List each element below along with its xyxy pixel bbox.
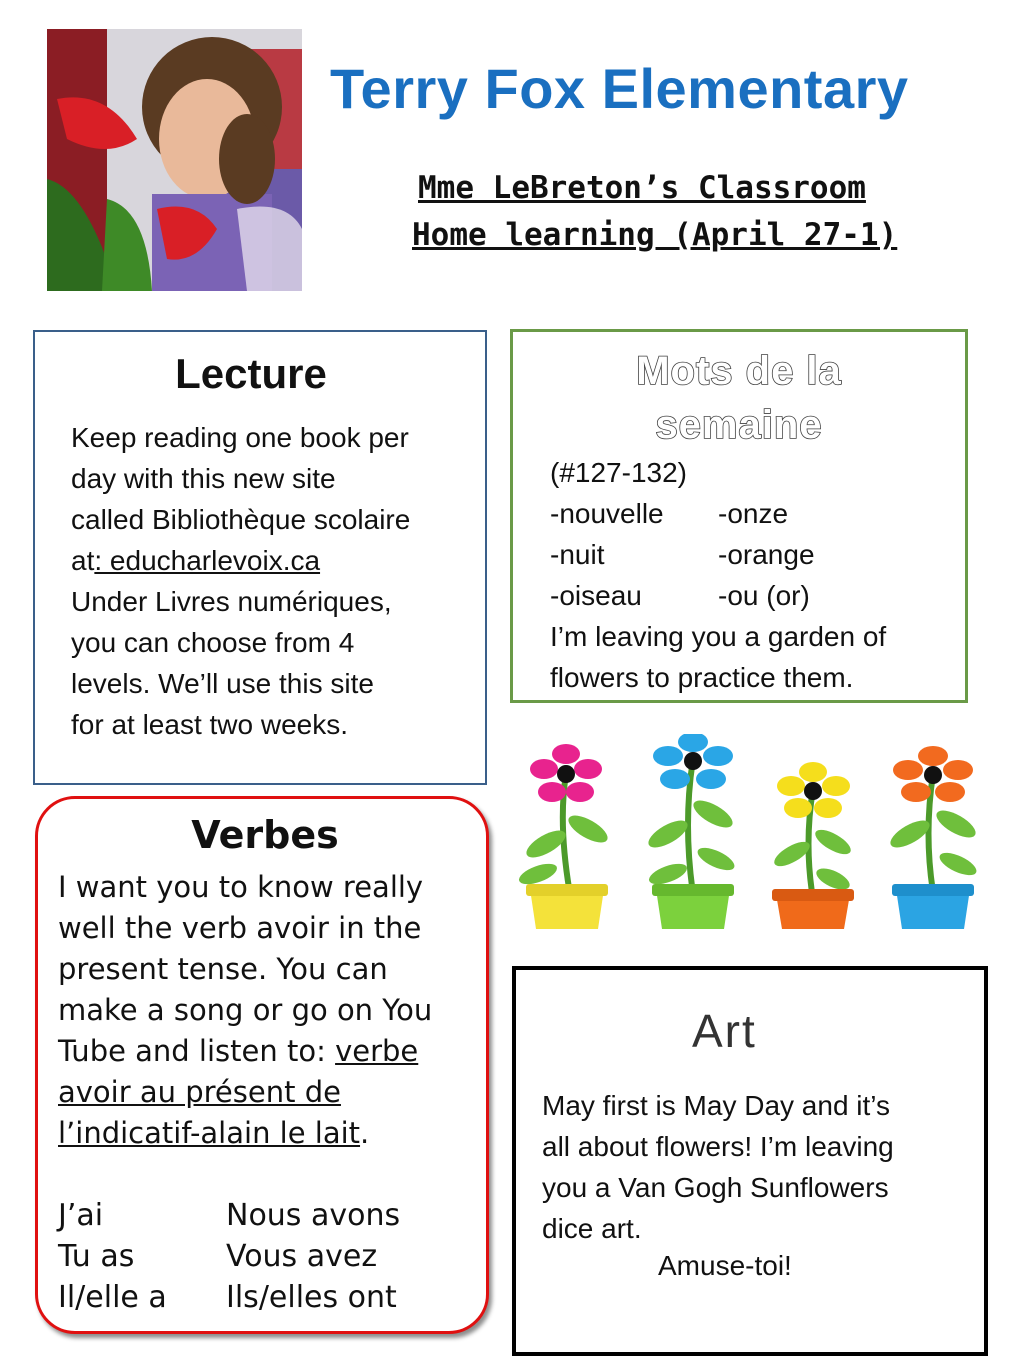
conjugation-row [58, 1277, 478, 1318]
conjugation-plural: Vous avez [226, 1239, 378, 1274]
lecture-title: Lecture [175, 350, 327, 397]
teacher-photo-image [47, 29, 302, 291]
mots-note: I’m leaving you a garden of [550, 621, 887, 652]
flower-pot-blue-icon [644, 734, 737, 929]
lecture-line: for at least two weeks. [71, 709, 349, 740]
mots-range: (#127-132) [550, 457, 687, 488]
verbe-avoir-link[interactable]: verbe [335, 1034, 419, 1068]
verbes-text [58, 867, 478, 1154]
conjugation-singular: J’ai [58, 1198, 104, 1233]
home-learning-subtitle: Home learning (April 27-1) [412, 217, 898, 253]
art-line: you a Van Gogh Sunflowers [542, 1172, 889, 1203]
flower-pot-orange-icon [886, 746, 979, 929]
mots-title-line: semaine [655, 403, 823, 447]
mots-note: flowers to practice them. [550, 662, 854, 693]
verbes-line: present tense. You can [58, 952, 388, 986]
art-line: dice art. [542, 1213, 642, 1244]
verbes-line-prefix: Tube and listen to: [58, 1034, 336, 1068]
art-line: May first is May Day and it’s [542, 1090, 891, 1121]
art-box [512, 966, 988, 1356]
verbes-line [58, 1072, 478, 1113]
flower-pots-illustration [508, 734, 988, 934]
verbe-avoir-link[interactable]: avoir au présent de [58, 1075, 341, 1109]
verbes-line: make a song or go on You [58, 993, 433, 1027]
mots-box [510, 329, 968, 703]
word: -nuit [550, 539, 605, 570]
lecture-at: at [71, 545, 95, 576]
flower-pot-yellow-icon [771, 762, 855, 929]
verbes-title: Verbes [191, 813, 339, 857]
conjugation-plural: Ils/elles ont [226, 1280, 397, 1315]
lecture-line: Keep reading one book per [71, 422, 409, 453]
classroom-subtitle: Mme LeBreton’s Classroom [418, 170, 866, 206]
lecture-line: you can choose from 4 [71, 627, 355, 658]
lecture-line [71, 540, 481, 581]
lecture-box [33, 330, 487, 785]
verbes-line [58, 1113, 478, 1154]
word: -nouvelle [550, 498, 664, 529]
educharlevoix-link[interactable]: : educharlevoix.ca [94, 545, 321, 576]
mots-title [513, 344, 965, 452]
teacher-photo [47, 29, 302, 291]
lecture-line: levels. We’ll use this site [71, 668, 374, 699]
conjugation-row [58, 1236, 478, 1277]
verbes-line: well the verb avoir in the [58, 911, 422, 945]
conjugation-singular: Tu as [58, 1239, 135, 1274]
verbes-line [58, 1031, 478, 1072]
art-line: all about flowers! I’m leaving [542, 1131, 894, 1162]
art-title: Art [692, 1005, 757, 1057]
mots-text [550, 452, 960, 698]
conjugation-plural: Nous avons [226, 1198, 401, 1233]
word: -oiseau [550, 580, 642, 611]
word: -orange [718, 539, 815, 570]
word: -ou (or) [718, 580, 810, 611]
art-closing: Amuse-toi! [658, 1250, 792, 1281]
lecture-line: called Bibliothèque scolaire [71, 504, 411, 535]
word-row [550, 534, 960, 575]
conjugation-row [58, 1195, 478, 1236]
word: -onze [718, 498, 789, 529]
verbes-line: I want you to know really [58, 870, 424, 904]
flower-pot-pink-icon [516, 744, 611, 929]
word-row [550, 575, 960, 616]
verbe-avoir-link[interactable]: l’indicatif-alain le lait [58, 1116, 361, 1150]
mots-title-line: Mots de la [636, 349, 842, 393]
lecture-line: Under Livres numériques, [71, 586, 392, 617]
verbes-line-suffix: . [360, 1116, 370, 1150]
word-row [550, 493, 960, 534]
school-title: Terry Fox Elementary [330, 57, 909, 120]
art-text [542, 1085, 972, 1249]
conjugation-table [58, 1195, 478, 1318]
lecture-line: day with this new site [71, 463, 336, 494]
conjugation-singular: Il/elle a [58, 1280, 167, 1315]
lecture-text [71, 417, 481, 745]
verbes-box [35, 796, 489, 1334]
